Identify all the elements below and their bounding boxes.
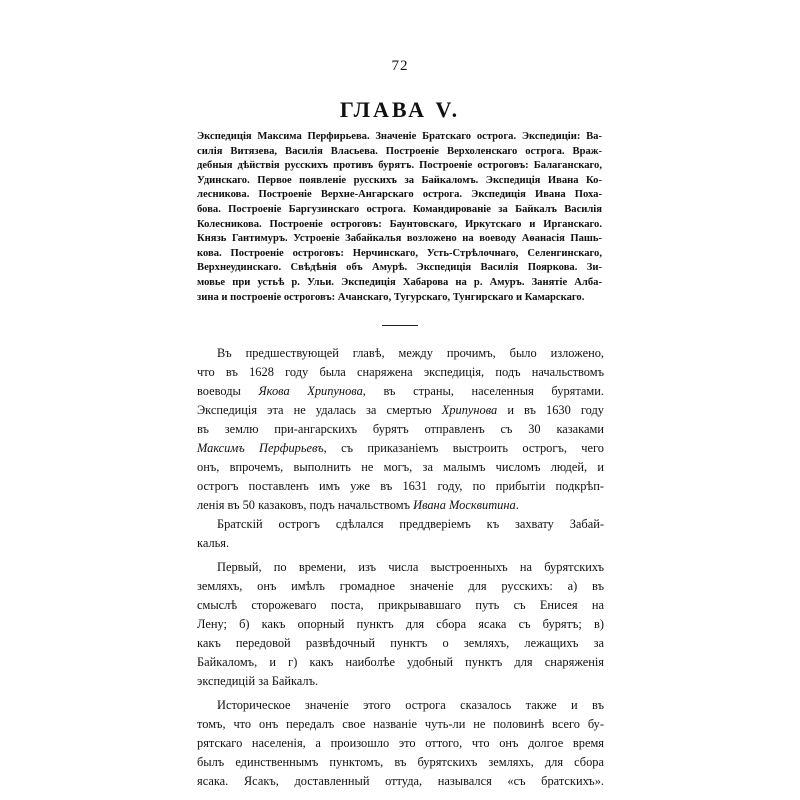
text-line: Первый, по времени, изъ числа выстроенныхъ на бурятскихъ [217,560,604,574]
summary-line: Экспедиція Максима Перфирьева. Значеніе Братскаго острога. Экспедиціи: Ва- [197,131,602,142]
summary-line: Князь Гантимуръ. Устроеніе Забайкалья возложено на воеводу Аѳанасія Пашь- [197,233,602,245]
summary-line: бова. Построеніе Баргузинскаго острога. Командированіе за Байкалъ Василія [197,203,602,215]
text-line: Братскій острогъ сдѣлался преддверіемъ къ захвату Забай- [217,517,604,531]
summary-line: кова. Построеніе остроговъ: Нерчинскаго, Усть-Стрѣлочнаго, Селенгинскаго, [197,247,602,259]
text-line: Историческое значеніе этого острога сказалось также и въ [217,698,604,712]
text-line: ясака. Ясакъ, доставленный оттуда, назывался «съ братскихъ». [197,774,604,788]
text-line: Байкаломъ, и г) какъ наиболѣе удобный пунктъ для снаряженія [197,655,604,669]
person-name: Ивана Москвитина [413,498,516,512]
summary-line: Колесникова. Построеніе остроговъ: Баунтовскаго, Иркутскаго и Ирганскаго. [197,218,602,230]
text-line: томъ, что онъ передалъ свое названіе чуть-ли не половинѣ всего бу- [197,717,604,731]
summary-line: силія Витязева, Василія Власьева. Построеніе Верхоленскаго острога. Враж- [197,145,602,157]
summary-line: мовье при устьѣ р. Ульи. Экспедиція Хабарова на р. Амуръ. Занятіе Алба- [197,276,602,288]
text-line: экспедицій за Байкалъ. [197,674,319,688]
text-line: Экспедиція эта не удалась за смертью Хрипунова и въ 1630 году [197,403,604,417]
chapter-summary [197,130,602,305]
summary-line: дебныя дѣйствія русскихъ противъ бурятъ. Построеніе остроговъ: Балаганскаго, [197,160,602,172]
body-text [197,344,604,791]
text-line: острогъ поставленъ имъ уже въ 1631 году, по прибытіи подкрѣп- [197,479,604,493]
text-line: земляхъ, онъ имѣлъ громадное значеніе для русскихъ: а) въ [197,579,604,593]
summary-line: Удинскаго. Первое появленіе русскихъ за Байкаломъ. Экспедиція Ивана Ко- [197,174,602,186]
text-line: ленія въ 50 казаковъ, подъ начальствомъ Ивана Москвитина. [197,498,519,512]
text-line: Въ предшествующей главѣ, между прочимъ, было изложено, [217,346,604,360]
person-name: Хрипунова [441,403,498,417]
summary-line: лесникова. Построеніе Верхне-Ангарскаго острога. Экспедиція Ивана Поха- [197,189,602,201]
text-line: воеводы Якова Хрипунова, въ страны, населенныя бурятами. [197,384,604,398]
summary-line: Верхнеудинскаго. Свѣдѣнія объ Амурѣ. Экспедиція Василія Пояркова. Зи- [197,262,602,274]
summary-line: зина и построеніе остроговъ: Ачанскаго, Тугурскаго, Тунгирскаго и Камарскаго. [197,291,585,303]
text-line: Максимъ Перфирьевъ, съ приказаніемъ выстроить острогъ, чего [197,441,604,455]
text-line: смыслѣ сторожеваго поста, прикрывавшаго путь съ Енисея на [197,598,604,612]
page-number: 72 [391,58,409,74]
person-name: Максимъ Перфирьевъ [197,441,324,455]
text-line: рятскаго населенія, а произошло это оттого, что онъ долгое время [197,736,604,750]
section-divider [382,325,418,326]
text-line: онъ, впрочемъ, выполнить не могъ, за малымъ числомъ людей, и [197,460,604,474]
text-line: калья. [197,536,230,550]
chapter-title: ГЛАВА V. [339,97,461,122]
text-line: Лену; б) какъ опорный пунктъ для сбора ясака съ бурятъ; в) [197,617,604,631]
text-line: какъ передовой развѣдочный пунктъ о земляхъ, лежащихъ за [197,636,604,650]
text-line: былъ единственнымъ пунктомъ, въ бурятскихъ земляхъ, для сбора [197,755,604,769]
text-line: что въ 1628 году была снаряжена экспедиція, подъ начальствомъ [197,365,604,379]
person-name: Якова Хрипунова [258,384,363,398]
text-line: въ землю при-ангарскихъ бурятъ отправленъ съ 30 казаками [197,422,604,436]
